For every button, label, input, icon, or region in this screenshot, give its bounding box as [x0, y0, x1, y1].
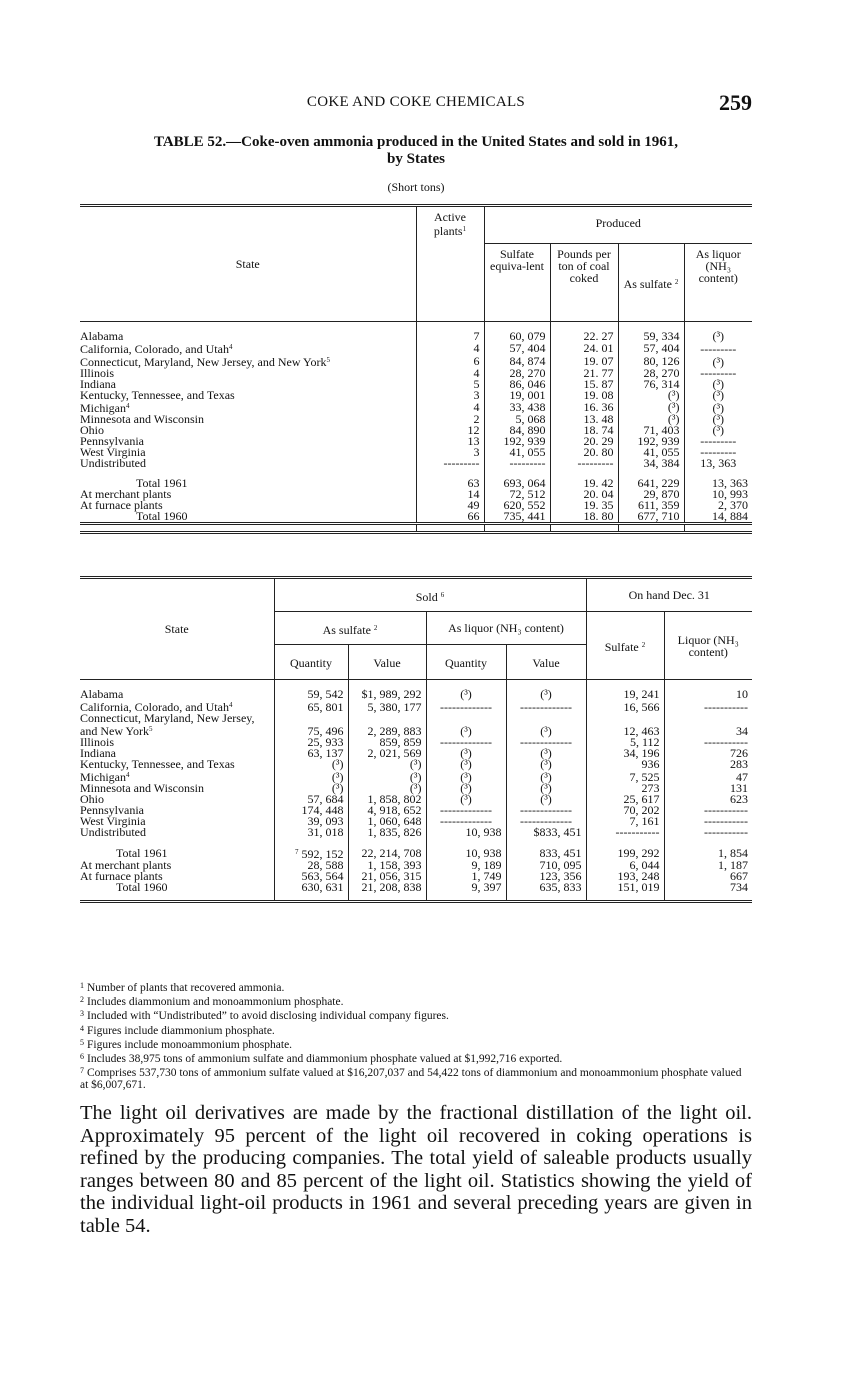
cell-value: 1, 749 [471, 868, 502, 883]
state-label: California, Colorado, and Utah [80, 699, 229, 714]
table-row [80, 713, 752, 737]
cell-sulfate-eq: 5, 068 [484, 414, 550, 425]
cell-plants: 12 [416, 425, 484, 436]
cell-value: 151, 019 [617, 879, 660, 894]
footnote-ref: 4 [228, 342, 233, 351]
state-label: Minnesota and Wisconsin [80, 411, 204, 426]
cell-value: 833, 451 [539, 845, 582, 860]
cell-value: 9, 189 [471, 857, 502, 872]
cell-pounds: 19. 35 [550, 500, 618, 511]
state-label: Connecticut, Maryland, New Jersey, and New York [80, 710, 255, 738]
cell-oh-liquor: ----------- [664, 737, 752, 748]
cell-plants: 6 [416, 355, 484, 368]
state-label: Total 1961 [136, 475, 188, 490]
state-label: West Virginia [80, 813, 146, 828]
cell-l-qty: (³) [426, 783, 506, 794]
cell-oh-sulfate: 936 [586, 759, 664, 770]
cell-oh-sulfate: 16, 566 [586, 700, 664, 713]
cell-as-sulfate: 41, 055 [618, 447, 684, 458]
cell-l-val: (³) [506, 713, 586, 737]
cell-pounds: 16. 36 [550, 401, 618, 414]
state-name-cell [80, 868, 274, 883]
cell-l-qty [426, 879, 506, 894]
cell-as-sulfate: (³) [618, 390, 684, 401]
state-label: Michigan [80, 400, 126, 415]
cell-pounds: 21. 77 [550, 368, 618, 379]
cell-oh-sulfate: 34, 196 [586, 748, 664, 759]
cell-as-sulfate: 71, 403 [618, 425, 684, 436]
running-head [80, 92, 752, 114]
cell-s-qty [274, 879, 348, 894]
cell-as-liquor: --------- [684, 436, 752, 447]
cell-as-liquor: (³) [684, 414, 752, 425]
cell-plants: 66 [416, 511, 484, 524]
cell-pounds: 24. 01 [550, 342, 618, 355]
cell-sulfate-eq: 41, 055 [484, 447, 550, 458]
cell-as-liquor: (³) [684, 331, 752, 342]
cell-oh-sulfate: 12, 463 [586, 713, 664, 737]
cell-oh-liquor [664, 879, 752, 894]
cell-s-val: 1, 060, 648 [348, 816, 426, 827]
footnote-mark: 3 [80, 1009, 84, 1019]
cell-as-sulfate: 80, 126 [618, 355, 684, 368]
state-label: Kentucky, Tennessee, and Texas [80, 756, 235, 771]
table-row [80, 689, 752, 700]
state-name-cell [80, 387, 416, 402]
cell-as-liquor: 14, 884 [684, 511, 752, 524]
cell-as-liquor: --------- [684, 342, 752, 355]
cell-sulfate-eq: --------- [484, 458, 550, 469]
cell-plants: 4 [416, 401, 484, 414]
col-header-sulfate-quantity: Quantity [274, 645, 348, 680]
cell-s-val: (³) [348, 759, 426, 770]
cell-s-val: 859, 859 [348, 737, 426, 748]
cell-plants: 49 [416, 500, 484, 511]
cell-as-liquor: (³) [684, 355, 752, 368]
cell-value: 667 [730, 868, 748, 883]
state-label: At merchant plants [80, 857, 172, 872]
state-label: Pennsylvania [80, 802, 144, 817]
cell-oh-sulfate: 25, 617 [586, 794, 664, 805]
footnote-mark: 2 [80, 995, 84, 1005]
col-header-sold-as-liquor: As liquor (NH₃ content) [426, 612, 586, 645]
cell-sulfate-eq: 86, 046 [484, 379, 550, 390]
footnotes [80, 980, 752, 1092]
cell-oh-sulfate [586, 879, 664, 894]
cell-s-val: $1, 989, 292 [348, 689, 426, 700]
cell-value: 193, 248 [617, 868, 660, 883]
cell-pounds: 22. 27 [550, 331, 618, 342]
col-header-as-sulfate: As sulfate $^2$ [618, 244, 684, 322]
cell-sulfate-eq: 84, 874 [484, 355, 550, 368]
cell-plants: 14 [416, 489, 484, 500]
cell-plants: --------- [416, 458, 484, 469]
state-label: Undistributed [80, 455, 146, 470]
cell-l-val: (³) [506, 759, 586, 770]
footnote [80, 994, 752, 1008]
cell-l-val: ------------- [506, 737, 586, 748]
cell-l-val: ------------- [506, 816, 586, 827]
cell-sulfate-eq: 57, 404 [484, 342, 550, 355]
cell-s-qty: (³) [274, 759, 348, 770]
cell-value: 6, 044 [629, 857, 660, 872]
cell-value: 1, 854 [718, 845, 748, 860]
cell-value: 123, 356 [539, 868, 582, 883]
table-row [80, 342, 752, 355]
cell-oh-liquor: 726 [664, 748, 752, 759]
footnote-text: Included with “Undistributed” to avoid disclosing individual company figures. [87, 1010, 449, 1023]
footnote-text: Figures include diammonium phosphate. [87, 1024, 275, 1037]
cell-l-val: (³) [506, 770, 586, 783]
col-header-produced: Produced [484, 206, 752, 244]
state-label: Ohio [80, 791, 104, 806]
cell-pounds: 19. 08 [550, 390, 618, 401]
cell-plants: 5 [416, 379, 484, 390]
cell-as-sulfate: 677, 710 [618, 511, 684, 524]
cell-as-liquor: (³) [684, 379, 752, 390]
cell-plants: 4 [416, 342, 484, 355]
footnote [80, 1065, 752, 1091]
state-label: Pennsylvania [80, 433, 144, 448]
state-label: Minnesota and Wisconsin [80, 780, 204, 795]
cell-l-val: (³) [506, 748, 586, 759]
state-name-cell [80, 411, 416, 426]
cell-s-val: 4, 918, 652 [348, 805, 426, 816]
running-title: COKE AND COKE CHEMICALS [306, 94, 526, 110]
state-label: At furnace plants [80, 497, 163, 512]
footnote-text: Figures include monoammonium phosphate. [87, 1038, 293, 1051]
footnote-mark: 5 [80, 1037, 84, 1047]
cell-pounds: 15. 87 [550, 379, 618, 390]
cell-l-val: (³) [506, 794, 586, 805]
cell-l-qty: ------------- [426, 805, 506, 816]
cell-value: 1, 187 [718, 857, 748, 872]
cell-l-qty: (³) [426, 759, 506, 770]
state-label: Alabama [80, 686, 124, 701]
cell-l-val: (³) [506, 689, 586, 700]
state-name-cell [80, 710, 274, 738]
col-header-sulfate-value: Value [348, 645, 426, 680]
cell-s-qty: 39, 093 [274, 816, 348, 827]
cell-s-qty: 63, 137 [274, 748, 348, 759]
cell-pounds: 18. 74 [550, 425, 618, 436]
cell-sulfate-eq: 19, 001 [484, 390, 550, 401]
total-row [80, 511, 752, 524]
state-label: Illinois [80, 365, 115, 380]
state-label: West Virginia [80, 444, 146, 459]
cell-s-qty: 65, 801 [274, 700, 348, 713]
footnote-text: Includes diammonium and monoammonium phosphate. [87, 996, 344, 1009]
cell-l-qty: ------------- [426, 700, 506, 713]
state-label: Undistributed [80, 824, 146, 839]
sold-table-body [80, 680, 752, 902]
col-header-on-hand-sulfate: Sulfate $^2$ [586, 612, 664, 680]
state-label: Indiana [80, 745, 116, 760]
cell-l-qty: ------------- [426, 737, 506, 748]
cell-l-qty: (³) [426, 770, 506, 783]
cell-oh-sulfate: 19, 241 [586, 689, 664, 700]
state-label: Total 1960 [116, 879, 168, 894]
footnote-ref: 5 [149, 724, 153, 733]
cell-plants: 2 [416, 414, 484, 425]
col-header-state: State [80, 206, 416, 322]
cell-as-liquor: 10, 993 [684, 489, 752, 500]
cell-value: 1, 158, 393 [367, 857, 422, 872]
cell-oh-liquor: 47 [664, 770, 752, 783]
state-label: Kentucky, Tennessee, and Texas [80, 387, 235, 402]
cell-s-qty: 25, 933 [274, 737, 348, 748]
cell-s-val: 1, 835, 826 [348, 827, 426, 838]
state-label: At merchant plants [80, 486, 172, 501]
sold-table [80, 576, 752, 903]
col-header-active-plants: Active plants$^1$ [416, 206, 484, 322]
state-label: Indiana [80, 376, 116, 391]
cell-l-qty: (³) [426, 748, 506, 759]
body-paragraph: The light oil derivatives are made by the fractional distillation of the light oil. Approximately 95 percent of the light oil recovered in coking operations is refined by the producing companies. The total yield of saleable products usually ranges between 80 and 85 percent of the light oil. Statistics showing the yield of the individual light-oil products in 1961 and several preceding years are given in table 54. [80, 1102, 752, 1237]
state-name-cell [80, 508, 416, 524]
cell-as-liquor: --------- [684, 447, 752, 458]
cell-value: 10, 938 [465, 845, 502, 860]
cell-s-qty: (³) [274, 770, 348, 783]
cell-pounds: 20. 29 [550, 436, 618, 447]
cell-as-sulfate: 29, 870 [618, 489, 684, 500]
state-name-cell [80, 756, 274, 771]
sold-col-header-state: State [80, 578, 274, 680]
footnote [80, 980, 752, 994]
cell-value: 22, 214, 708 [361, 845, 422, 860]
cell-plants: 63 [416, 478, 484, 489]
state-name-cell [80, 365, 416, 380]
col-header-liquor-value: Value [506, 645, 586, 680]
table-row [80, 458, 752, 469]
state-label: Ohio [80, 422, 104, 437]
col-header-on-hand-liquor: Liquor (NH₃ content) [664, 612, 752, 680]
cell-pounds: --------- [550, 458, 618, 469]
cell-pounds: 19. 07 [550, 355, 618, 368]
cell-l-val: (³) [506, 783, 586, 794]
cell-l-qty: (³) [426, 713, 506, 737]
cell-value: 199, 292 [617, 845, 660, 860]
cell-s-val: 2, 289, 883 [348, 713, 426, 737]
cell-sulfate-eq: 72, 512 [484, 489, 550, 500]
state-name-cell [80, 686, 274, 701]
cell-as-liquor: 13, 363 [684, 458, 752, 469]
cell-value: 28, 588 [307, 857, 344, 872]
cell-pounds: 18. 80 [550, 511, 618, 524]
footnote [80, 1008, 752, 1022]
footnote-text: Number of plants that recovered ammonia. [87, 982, 285, 994]
total-row [80, 882, 752, 893]
cell-l-val: ------------- [506, 805, 586, 816]
table-row [80, 390, 752, 401]
cell-oh-liquor: 131 [664, 783, 752, 794]
state-name-cell [80, 328, 416, 343]
cell-oh-liquor: 10 [664, 689, 752, 700]
cell-as-sulfate: (³) [618, 414, 684, 425]
cell-l-qty: 10, 938 [426, 827, 506, 838]
cell-plants: 4 [416, 368, 484, 379]
cell-value: 630, 631 [301, 879, 344, 894]
cell-oh-sulfate: 273 [586, 783, 664, 794]
table-row [80, 331, 752, 342]
table-title [80, 134, 752, 168]
cell-as-sulfate: 59, 334 [618, 331, 684, 342]
footnote-ref: 4 [228, 700, 233, 709]
footnote-mark: 6 [80, 1052, 84, 1062]
cell-l-val [506, 879, 586, 894]
col-header-sulfate-equivalent: Sulfate equiva-lent [484, 244, 550, 322]
col-header-sold: Sold $^6$ [274, 578, 586, 612]
produced-table [80, 204, 752, 534]
footnote-text: Includes 38,975 tons of ammonium sulfate and diammonium phosphate valued at $1,992,716 exported. [87, 1053, 563, 1066]
cell-as-sulfate: 192, 939 [618, 436, 684, 447]
cell-as-sulfate: 28, 270 [618, 368, 684, 379]
cell-oh-liquor: ----------- [664, 700, 752, 713]
cell-as-liquor: --------- [684, 368, 752, 379]
table-title-line-1: TABLE 52.—Coke-oven ammonia produced in the United States and sold in 1961, [153, 134, 679, 150]
cell-oh-liquor: 623 [664, 794, 752, 805]
page-number: 259 [719, 90, 752, 115]
cell-plants: 3 [416, 390, 484, 401]
cell-s-qty: (³) [274, 783, 348, 794]
footnote [80, 1023, 752, 1037]
cell-as-sulfate: 76, 314 [618, 379, 684, 390]
state-name-cell [80, 497, 416, 512]
footnote-mark: 4 [80, 1023, 84, 1033]
cell-pounds: 13. 48 [550, 414, 618, 425]
cell-value: 635, 833 [539, 879, 582, 894]
cell-as-sulfate: 641, 229 [618, 478, 684, 489]
col-header-as-liquor: As liquor (NH₃ content) [684, 244, 752, 322]
cell-as-liquor: (³) [684, 401, 752, 414]
cell-s-val: (³) [348, 783, 426, 794]
cell-pounds: 19. 42 [550, 478, 618, 489]
cell-as-sulfate: (³) [618, 401, 684, 414]
cell-as-sulfate: 34, 384 [618, 458, 684, 469]
state-name-cell [80, 879, 274, 894]
footnote-ref: 4 [126, 770, 130, 779]
table-units: (Short tons) [387, 180, 445, 194]
state-name-cell [80, 824, 274, 839]
cell-s-qty: 57, 684 [274, 794, 348, 805]
cell-l-qty: ------------- [426, 816, 506, 827]
cell-sulfate-eq: 693, 064 [484, 478, 550, 489]
cell-as-liquor: (³) [684, 390, 752, 401]
cell-oh-sulfate: 5, 112 [586, 737, 664, 748]
cell-pounds: 20. 80 [550, 447, 618, 458]
cell-as-liquor: 13, 363 [684, 478, 752, 489]
col-header-liquor-quantity: Quantity [426, 645, 506, 680]
cell-l-val: $833, 451 [506, 827, 586, 838]
cell-s-val: 5, 380, 177 [348, 700, 426, 713]
cell-s-qty: 59, 542 [274, 689, 348, 700]
cell-value: 592, 152 [301, 846, 344, 861]
footnote [80, 1051, 752, 1065]
cell-s-val: 1, 858, 802 [348, 794, 426, 805]
col-header-on-hand: On hand Dec. 31 [586, 578, 752, 612]
cell-oh-sulfate: 7, 525 [586, 770, 664, 783]
state-name-cell [80, 342, 416, 355]
cell-oh-sulfate: ----------- [586, 827, 664, 838]
table-row [80, 759, 752, 770]
footnote-ref: 7 [295, 847, 299, 856]
cell-value: 21, 208, 838 [361, 879, 422, 894]
cell-value: 710, 095 [539, 857, 582, 872]
cell-oh-liquor: 34 [664, 713, 752, 737]
cell-l-qty: (³) [426, 689, 506, 700]
cell-l-qty: (³) [426, 794, 506, 805]
footnote-text: Comprises 537,730 tons of ammonium sulfate valued at $16,207,037 and 54,422 tons of diammonium and monoammonium phosphate valued at $6,007,671. [80, 1067, 742, 1092]
cell-value: 21, 056, 315 [361, 868, 422, 883]
state-label: Total 1960 [136, 508, 188, 523]
cell-s-val: (³) [348, 770, 426, 783]
cell-s-qty: 31, 018 [274, 827, 348, 838]
state-label: California, Colorado, and Utah [80, 341, 229, 356]
cell-sulfate-eq: 60, 079 [484, 331, 550, 342]
state-name-cell [80, 455, 416, 470]
cell-value: 9, 397 [471, 879, 502, 894]
cell-oh-liquor: ----------- [664, 827, 752, 838]
footnote-mark: 7 [80, 1066, 84, 1076]
cell-as-sulfate: 611, 359 [618, 500, 684, 511]
cell-plants: 3 [416, 447, 484, 458]
cell-sulfate-eq: 33, 438 [484, 401, 550, 414]
cell-oh-sulfate: 7, 161 [586, 816, 664, 827]
cell-s-val: 2, 021, 569 [348, 748, 426, 759]
footnote-ref: 4 [126, 401, 130, 410]
state-name-cell [80, 355, 416, 368]
cell-s-val [348, 879, 426, 894]
cell-as-sulfate: 57, 404 [618, 342, 684, 355]
cell-as-liquor: (³) [684, 425, 752, 436]
state-label: At furnace plants [80, 868, 163, 883]
cell-sulfate-eq: 192, 939 [484, 436, 550, 447]
cell-oh-liquor: ----------- [664, 805, 752, 816]
cell-plants: 13 [416, 436, 484, 447]
footnote-ref: 5 [326, 355, 331, 364]
cell-sulfate-eq: 620, 552 [484, 500, 550, 511]
state-label: Michigan [80, 769, 126, 784]
state-label: Alabama [80, 328, 124, 343]
col-header-pounds-per-ton: Pounds per ton of coal coked [550, 244, 618, 322]
cell-pounds: 20. 04 [550, 489, 618, 500]
table-title-line-2: by States [387, 151, 445, 167]
cell-sulfate-eq: 735, 441 [484, 511, 550, 524]
footnote-mark: 1 [80, 981, 84, 990]
cell-l-val: ------------- [506, 700, 586, 713]
state-name-cell [80, 780, 274, 795]
table-row [80, 827, 752, 838]
produced-table-body [80, 322, 752, 533]
state-label: Connecticut, Maryland, New Jersey, and New York [80, 354, 327, 369]
cell-sulfate-eq: 84, 890 [484, 425, 550, 436]
cell-s-qty: 174, 448 [274, 805, 348, 816]
cell-value: 563, 564 [301, 868, 344, 883]
cell-plants: 7 [416, 331, 484, 342]
col-header-sold-as-sulfate: As sulfate $^2$ [274, 612, 426, 645]
cell-oh-liquor: 283 [664, 759, 752, 770]
cell-oh-liquor: ----------- [664, 816, 752, 827]
cell-as-liquor: 2, 370 [684, 500, 752, 511]
cell-sulfate-eq: 28, 270 [484, 368, 550, 379]
cell-oh-sulfate: 70, 202 [586, 805, 664, 816]
state-label: Total 1961 [116, 845, 168, 860]
cell-value: 734 [730, 879, 748, 894]
state-label: Illinois [80, 734, 115, 749]
cell-s-qty: 75, 496 [274, 713, 348, 737]
footnote [80, 1037, 752, 1051]
